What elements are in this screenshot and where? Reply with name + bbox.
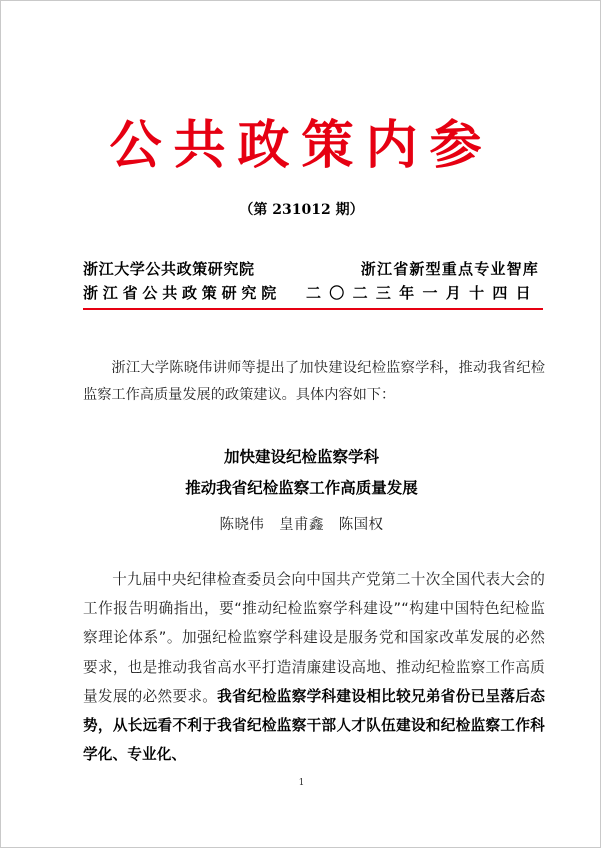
article-authors: 陈晓伟 皇甫鑫 陈国权 [219, 517, 384, 533]
article-title-line-1: 加快建设纪检监察学科 [223, 448, 379, 466]
issue-number: （第 231012 期） [239, 202, 364, 218]
masthead-title: 公共政策内参 [109, 115, 494, 176]
article-title-line-2: 推动我省纪检监察工作高质量发展 [185, 479, 418, 497]
header-row-1 [83, 259, 539, 279]
body-paragraph [83, 565, 545, 769]
article-title [1, 442, 601, 504]
issue-date: 二〇二三年一月十四日 [305, 284, 539, 302]
publisher-name: 浙江大学公共政策研究院 [83, 260, 255, 278]
body-emphasis: 我省纪检监察学科建设相比较兄弟省份已呈落后态势，从长远看不利于我省纪检监察干部人才队伍建设和纪检监察工作科学化、专业化、 [83, 687, 545, 764]
page-number: 1 [298, 778, 305, 788]
header-row-2 [83, 283, 539, 303]
red-divider [83, 308, 543, 310]
think-tank-label: 浙江省新型重点专业智库 [360, 260, 539, 278]
body-text: 十九届中央纪律检查委员会向中国共产党第二十次全国代表大会的工作报告明确指出，要“推动纪检监察学科建设”“构建中国特色纪检监察理论体系”。加强纪检监察学科建设是服务党和国家改革发展的必然要求，也是推动我省高水平打造清廉建设高地、推动纪检监察工作高质量发展的必然要求。 [83, 571, 545, 705]
co-publisher-name: 浙江省公共政策研究院 [83, 284, 282, 302]
intro-paragraph: 浙江大学陈晓伟讲师等提出了加快建设纪检监察学科，推动我省纪检监察工作高质量发展的政策建议。具体内容如下： [83, 360, 545, 403]
